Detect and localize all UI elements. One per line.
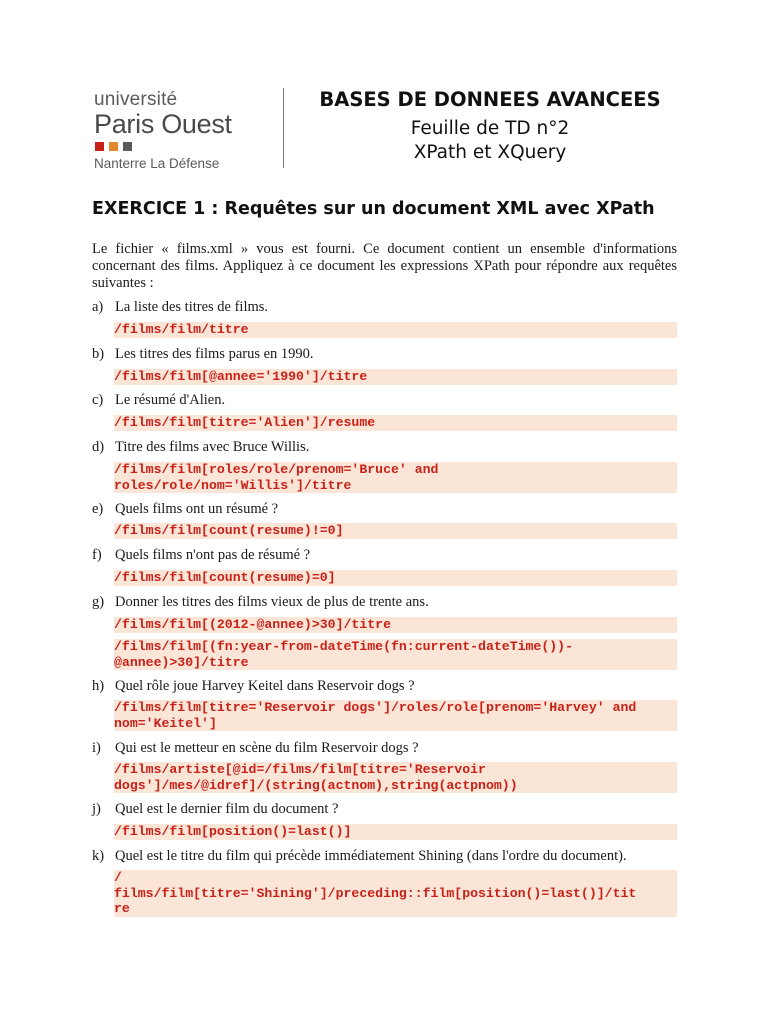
question-item xyxy=(92,848,692,865)
header-divider xyxy=(283,88,284,168)
xpath-answer: /films/film[titre='Reservoir dogs']/roles/role[prenom='Harvey' and nom='Keitel'] xyxy=(114,700,677,731)
question-text: Titre des films avec Bruce Willis. xyxy=(115,439,310,455)
question-text: Le résumé d'Alien. xyxy=(115,392,226,408)
question-label: f) xyxy=(92,547,102,563)
xpath-answer: /films/artiste[@id=/films/film[titre='Reservoir dogs']/mes/@idref]/(string(actnom),string(actpnom)) xyxy=(114,762,677,793)
question-item xyxy=(92,547,692,564)
question-label: e) xyxy=(92,501,104,517)
question-item xyxy=(92,346,692,363)
question-text: Quels films n'ont pas de résumé ? xyxy=(115,547,311,563)
logo-line3: Nanterre La Défense xyxy=(94,156,220,171)
question-label: b) xyxy=(92,346,105,362)
logo-square xyxy=(123,142,132,151)
question-item xyxy=(92,392,692,409)
question-text: Quels films ont un résumé ? xyxy=(115,501,279,517)
course-title: BASES DE DONNEES AVANCEES xyxy=(319,88,661,111)
question-label: g) xyxy=(92,594,105,610)
question-text: Quel est le dernier film du document ? xyxy=(115,801,339,817)
question-text: Les titres des films parus en 1990. xyxy=(115,346,314,362)
xpath-answer: /films/film[@annee='1990']/titre xyxy=(114,369,677,385)
xpath-answer: /films/film/titre xyxy=(114,322,677,338)
xpath-answer: / films/film[titre='Shining']/preceding::film[position()=last()]/tit re xyxy=(114,870,677,917)
xpath-answer: /films/film[roles/role/prenom='Bruce' and roles/role/nom='Willis']/titre xyxy=(114,462,677,493)
question-text: Quel rôle joue Harvey Keitel dans Reservoir dogs ? xyxy=(115,678,415,694)
sheet-subtitle: Feuille de TD n°2 xyxy=(410,118,570,139)
question-label: a) xyxy=(92,299,104,315)
logo-square xyxy=(109,142,118,151)
question-label: j) xyxy=(92,801,101,817)
exercise-intro: Le fichier « films.xml » vous est fourni. Ce document contient un ensemble d'informations concernant des films. Appliquez à ce document les expressions XPath pour répondre aux requêtes suivantes : xyxy=(92,241,677,291)
question-item xyxy=(92,594,692,611)
question-item xyxy=(92,439,692,456)
topic-subtitle: XPath et XQuery xyxy=(413,142,567,163)
xpath-answer: /films/film[count(resume)!=0] xyxy=(114,523,677,539)
question-label: k) xyxy=(92,848,105,864)
logo-squares xyxy=(94,142,254,151)
university-logo xyxy=(94,90,254,172)
question-label: c) xyxy=(92,392,104,408)
question-item xyxy=(92,740,692,757)
question-label: h) xyxy=(92,678,105,694)
question-label: d) xyxy=(92,439,105,455)
xpath-answer: /films/film[(fn:year-from-dateTime(fn:current-dateTime())- @annee)>30]/titre xyxy=(114,639,677,670)
logo-line2: Paris Ouest xyxy=(94,109,232,139)
question-item xyxy=(92,299,692,316)
question-text: Quel est le titre du film qui précède immédiatement Shining (dans l'ordre du document). xyxy=(115,848,627,864)
question-label: i) xyxy=(92,740,101,756)
question-text: La liste des titres de films. xyxy=(115,299,269,315)
question-text: Donner les titres des films vieux de plus de trente ans. xyxy=(115,594,429,610)
xpath-answer: /films/film[(2012-@annee)>30]/titre xyxy=(114,617,677,633)
question-item xyxy=(92,678,692,695)
exercise-title: EXERCICE 1 : Requêtes sur un document XML avec XPath xyxy=(92,199,655,219)
xpath-answer: /films/film[count(resume)=0] xyxy=(114,570,677,586)
logo-square xyxy=(95,142,104,151)
xpath-answer: /films/film[titre='Alien']/resume xyxy=(114,415,677,431)
xpath-answer: /films/film[position()=last()] xyxy=(114,824,677,840)
question-text: Qui est le metteur en scène du film Reservoir dogs ? xyxy=(115,740,419,756)
question-item xyxy=(92,801,692,818)
question-item xyxy=(92,501,692,518)
logo-line1: université xyxy=(94,89,178,110)
document-header xyxy=(0,80,768,180)
